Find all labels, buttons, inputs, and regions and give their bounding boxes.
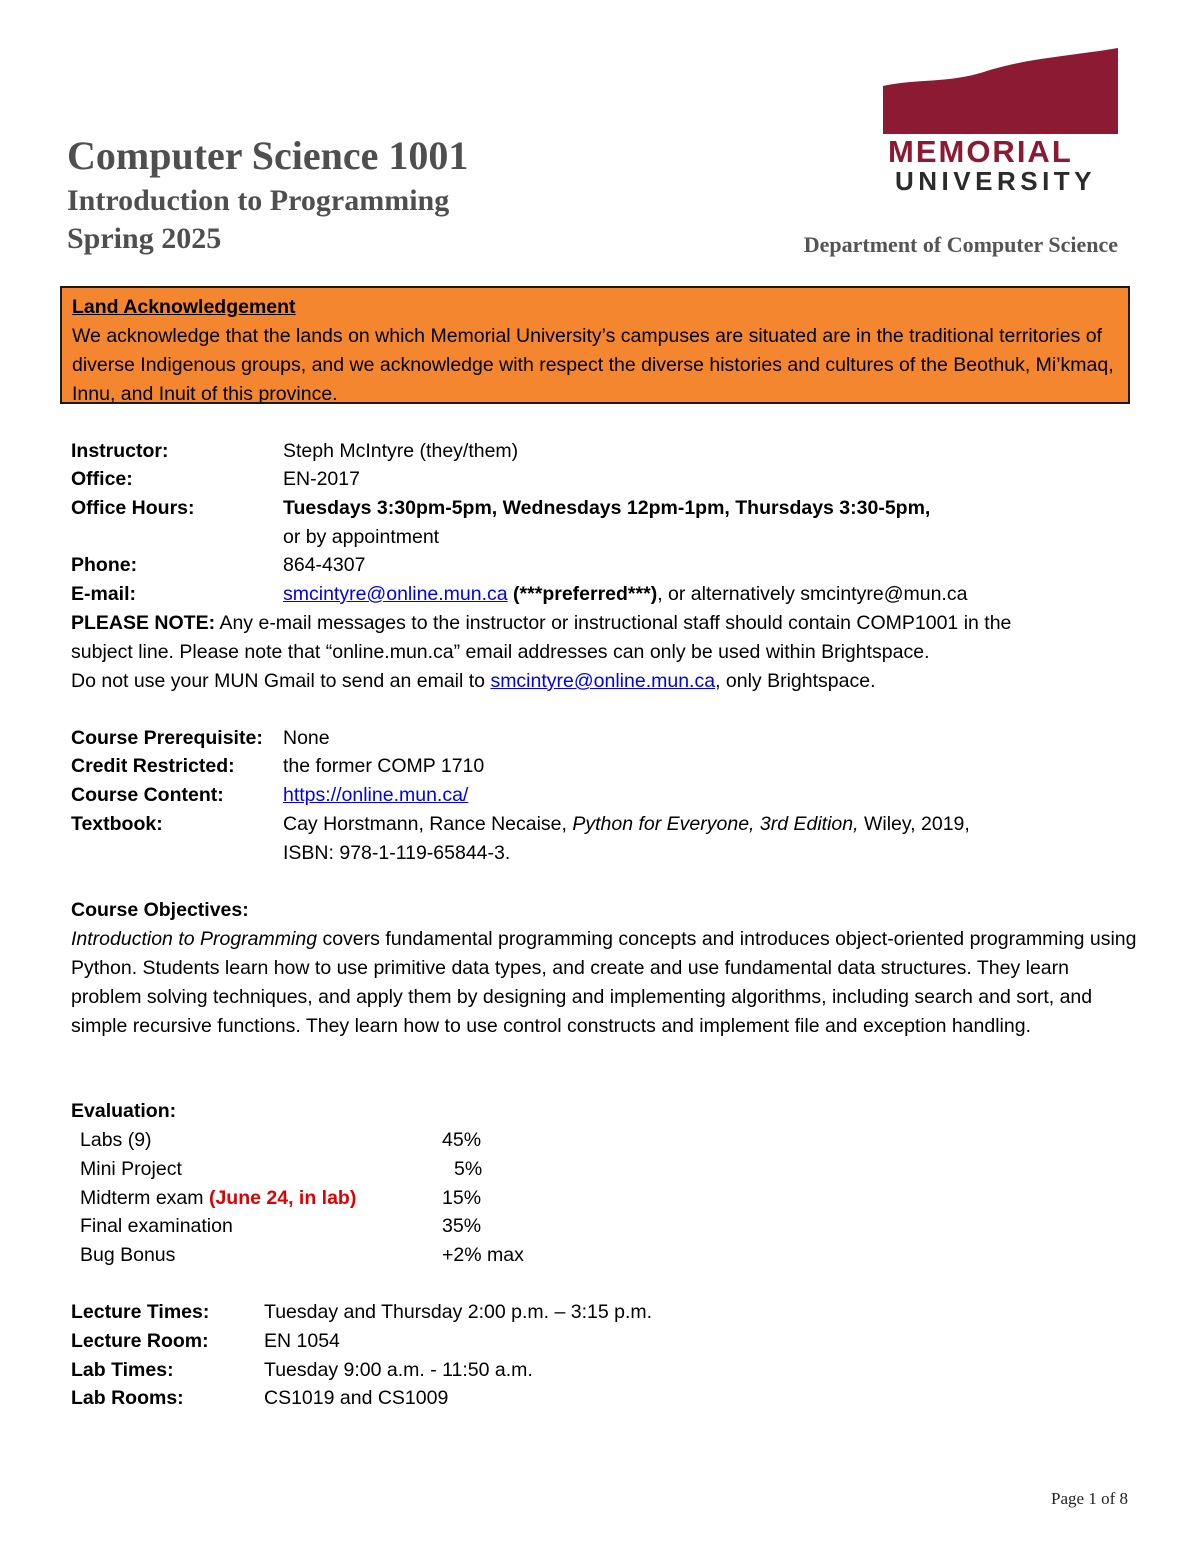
lab-times-row: [71, 1356, 533, 1384]
office-hours-appointment: or by appointment: [283, 526, 440, 548]
textbook-authors: Cay Horstmann, Rance Necaise,: [283, 813, 573, 835]
email-label: E-mail:: [71, 583, 137, 605]
note-label: PLEASE NOTE:: [71, 612, 216, 634]
lab-rooms-value: CS1019 and CS1009: [264, 1387, 449, 1409]
phone-row: [71, 551, 366, 579]
evaluation-item-weight: 15%: [442, 1187, 482, 1209]
instructor-row: [71, 437, 519, 465]
textbook-publisher: Wiley, 2019,: [858, 813, 970, 835]
midterm-date-note: (June 24, in lab): [208, 1187, 357, 1209]
lecture-times-row: [71, 1298, 653, 1326]
textbook-title: Python for Everyone, 3rd Edition,: [572, 813, 859, 835]
note-line-3: [71, 667, 876, 695]
credit-restricted-row: [71, 752, 485, 780]
lab-times-label: Lab Times:: [71, 1359, 174, 1381]
office-label: Office:: [71, 468, 133, 490]
textbook-isbn: ISBN: 978-1-119-65844-3.: [283, 842, 511, 864]
logo-text-memorial: MEMORIAL: [888, 134, 1073, 169]
page-number: Page 1 of 8: [1051, 1489, 1128, 1508]
evaluation-item-weight: 5%: [454, 1158, 483, 1180]
textbook-value: [283, 810, 970, 838]
email-link[interactable]: smcintyre@online.mun.ca: [283, 583, 508, 605]
email-alternative: , or alternatively smcintyre@mun.ca: [657, 583, 968, 605]
logo-text-university: UNIVERSITY: [895, 166, 1097, 196]
instructor-label: Instructor:: [71, 440, 169, 462]
course-content-row: [71, 781, 469, 809]
credit-restricted-label: Credit Restricted:: [71, 755, 235, 777]
textbook-label: Textbook:: [71, 813, 163, 835]
land-acknowledgement-text: We acknowledge that the lands on which Memorial University’s campuses are situated are in the traditional territories of diverse Indigenous groups, and we acknowledge with respect the diverse histories and cultures of the Beothuk, Mi’kmaq, Innu, and Inuit of this province.: [72, 325, 1114, 405]
note-text-3a: Do not use your MUN Gmail to send an email to: [71, 670, 491, 692]
evaluation-item-name: Mini Project: [80, 1158, 182, 1180]
objectives-heading: Course Objectives:: [71, 899, 249, 921]
prerequisite-row: [71, 724, 330, 752]
department-name: Department of Computer Science: [803, 232, 1118, 257]
evaluation-item-weight: +2% max: [442, 1244, 524, 1266]
office-hours-label: Office Hours:: [71, 497, 195, 519]
lecture-room-value: EN 1054: [264, 1330, 340, 1352]
evaluation-heading-row: [71, 1097, 176, 1125]
course-subtitle: Introduction to Programming: [67, 184, 450, 217]
evaluation-item-name: Final examination: [80, 1215, 233, 1237]
office-hours-row: [71, 494, 931, 522]
note-email-link[interactable]: smcintyre@online.mun.ca: [490, 670, 716, 692]
course-content-label: Course Content:: [71, 784, 224, 806]
instructor-value: Steph McIntyre (they/them): [283, 440, 519, 462]
objectives-text: covers fundamental programming concepts and introduces object-oriented programming using Python. Students learn how to use primitive data types, and create and use fundamental data structures. They learn problem solving techniques, and apply them by designing and implementing algorithms, including search and sort, and simple recursive functions. They learn how to use control constructs and implement file and exception handling.: [71, 928, 1137, 1037]
email-preferred-note: (***preferred***): [507, 583, 658, 605]
objectives-lead: Introduction to Programming: [71, 928, 318, 950]
note-text-3b: , only Brightspace.: [715, 670, 876, 692]
objectives-heading-row: [71, 896, 249, 924]
prerequisite-value: None: [283, 727, 330, 749]
evaluation-heading: Evaluation:: [71, 1100, 177, 1122]
note-line-2: [71, 638, 930, 666]
textbook-row: [71, 810, 970, 838]
note-text-2: subject line. Please note that “online.mun.ca” email addresses can only be used within Brightspace.: [71, 641, 930, 663]
memorial-university-logo: [880, 48, 1120, 198]
lecture-times-value: Tuesday and Thursday 2:00 p.m. – 3:15 p.m.: [264, 1301, 653, 1323]
evaluation-item-weight: 35%: [442, 1215, 482, 1237]
objectives-paragraph: [71, 925, 1141, 1041]
phone-value: 864-4307: [283, 554, 366, 576]
prerequisite-label: Course Prerequisite:: [71, 727, 263, 749]
note-line-1: [71, 609, 1011, 637]
course-term: Spring 2025: [67, 222, 222, 255]
lab-rooms-label: Lab Rooms:: [71, 1387, 184, 1409]
email-value: [283, 580, 967, 608]
credit-restricted-value: the former COMP 1710: [283, 755, 485, 777]
evaluation-item-name: Midterm exam (June 24, in lab): [80, 1187, 357, 1209]
land-acknowledgement-heading: Land Acknowledgement: [72, 296, 296, 318]
lecture-room-row: [71, 1327, 340, 1355]
course-title: Computer Science 1001: [67, 133, 469, 178]
course-content-link[interactable]: https://online.mun.ca/: [283, 784, 469, 806]
office-value: EN-2017: [283, 468, 360, 490]
office-hours-value: Tuesdays 3:30pm-5pm, Wednesdays 12pm-1pm, Thursdays 3:30-5pm,: [283, 497, 931, 519]
evaluation-item-weight: 45%: [442, 1129, 482, 1151]
lecture-times-label: Lecture Times:: [71, 1301, 210, 1323]
note-text-1: Any e-mail messages to the instructor or instructional staff should contain COMP1001 in the: [215, 612, 1012, 634]
office-row: [71, 465, 360, 493]
evaluation-item-name: Labs (9): [80, 1129, 152, 1151]
lab-times-value: Tuesday 9:00 a.m. - 11:50 a.m.: [264, 1359, 533, 1381]
lecture-room-label: Lecture Room:: [71, 1330, 209, 1352]
evaluation-item-name: Bug Bonus: [80, 1244, 176, 1266]
land-acknowledgement-box: [60, 286, 1130, 404]
phone-label: Phone:: [71, 554, 138, 576]
lab-rooms-row: [71, 1384, 449, 1412]
email-row: [71, 580, 968, 608]
